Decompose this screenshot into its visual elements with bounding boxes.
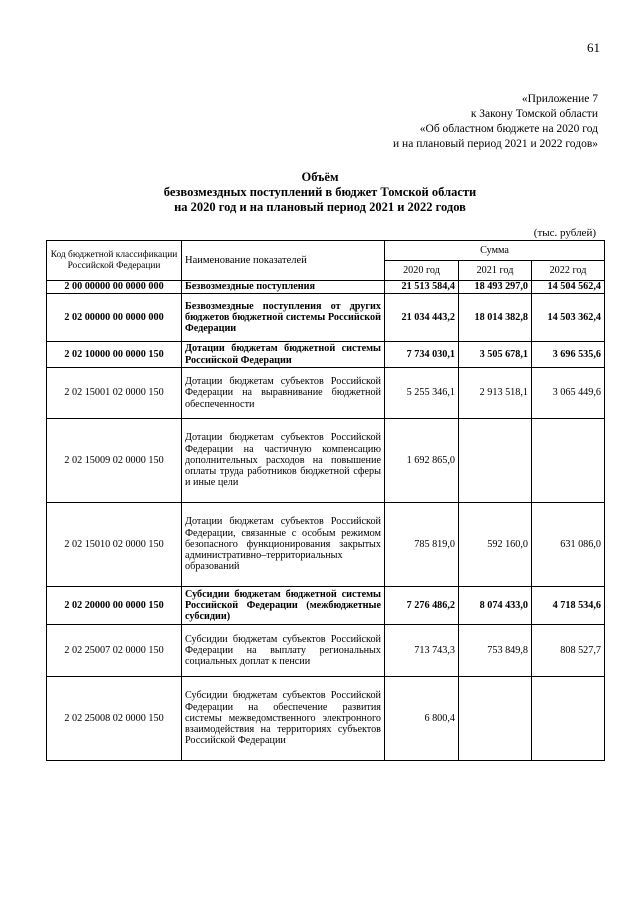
table-row: [47, 625, 605, 677]
row-name: Дотации бюджетам субъектов Российской Федерации, связанные с особым режимом безопасного функционирования закрытых административно–территориальных образований: [182, 503, 385, 587]
row-value-2022: 14 503 362,4: [532, 294, 605, 342]
appendix-line-2: к Закону Томской области: [470, 108, 598, 120]
table-row: [47, 677, 605, 761]
page-number: 61: [587, 40, 600, 55]
row-name: Дотации бюджетам бюджетной системы Российской Федерации: [182, 342, 385, 368]
row-value-2020: 1 692 865,0: [385, 419, 459, 503]
row-code: 2 02 25007 02 0000 150: [47, 625, 182, 677]
units-label: (тыс. рублей): [533, 227, 596, 239]
table-row: [47, 294, 605, 342]
row-code: 2 02 25008 02 0000 150: [47, 677, 182, 761]
title-line-3: на 2020 год и на плановый период 2021 и 2022 годов: [174, 200, 466, 214]
header-sum: Сумма: [385, 241, 605, 261]
row-code: 2 02 00000 00 0000 000: [47, 294, 182, 342]
row-value-2021: 8 074 433,0: [459, 587, 532, 625]
row-value-2020: 21 513 584,4: [385, 281, 459, 294]
row-value-2022: 14 504 562,4: [532, 281, 605, 294]
row-value-2021: [459, 419, 532, 503]
row-value-2021: 592 160,0: [459, 503, 532, 587]
row-value-2022: [532, 677, 605, 761]
row-value-2020: 5 255 346,1: [385, 368, 459, 419]
row-value-2022: 808 527,7: [532, 625, 605, 677]
row-value-2021: 18 014 382,8: [459, 294, 532, 342]
row-value-2020: 7 276 486,2: [385, 587, 459, 625]
row-code: 2 02 10000 00 0000 150: [47, 342, 182, 368]
row-value-2022: [532, 419, 605, 503]
row-code: 2 00 00000 00 0000 000: [47, 281, 182, 294]
appendix-line-1: «Приложение 7: [521, 93, 598, 105]
row-name: Дотации бюджетам субъектов Российской Федерации на частичную компенсацию дополнительных расходов на повышение оплаты труда работников бюджетной сферы и иные цели: [182, 419, 385, 503]
row-value-2020: 21 034 443,2: [385, 294, 459, 342]
header-year-2022: 2022 год: [532, 261, 605, 281]
revenue-table: [46, 240, 605, 761]
row-code: 2 02 20000 00 0000 150: [47, 587, 182, 625]
table-row: [47, 587, 605, 625]
row-value-2022: 3 696 535,6: [532, 342, 605, 368]
header-year-2020: 2020 год: [385, 261, 459, 281]
row-value-2020: 7 734 030,1: [385, 342, 459, 368]
table-row: [47, 368, 605, 419]
appendix-note: [338, 92, 598, 152]
row-value-2021: 2 913 518,1: [459, 368, 532, 419]
header-code: Код бюджетной классификации Российской Федерации: [47, 241, 182, 281]
title-line-1: Объём: [301, 170, 339, 184]
row-code: 2 02 15009 02 0000 150: [47, 419, 182, 503]
row-value-2022: 3 065 449,6: [532, 368, 605, 419]
row-code: 2 02 15010 02 0000 150: [47, 503, 182, 587]
table-row: [47, 342, 605, 368]
document-title: [0, 170, 640, 215]
row-name: Субсидии бюджетам бюджетной системы Российской Федерации (межбюджетные субсидии): [182, 587, 385, 625]
table-row: [47, 419, 605, 503]
row-value-2022: 4 718 534,6: [532, 587, 605, 625]
row-value-2020: 6 800,4: [385, 677, 459, 761]
row-value-2021: 3 505 678,1: [459, 342, 532, 368]
header-year-2021: 2021 год: [459, 261, 532, 281]
row-value-2021: [459, 677, 532, 761]
row-value-2020: 785 819,0: [385, 503, 459, 587]
row-name: Дотации бюджетам субъектов Российской Федерации на выравнивание бюджетной обеспеченности: [182, 368, 385, 419]
row-name: Субсидии бюджетам субъектов Российской Федерации на обеспечение развития системы межведомственного электронного взаимодействия на территориях субъектов Российской Федерации: [182, 677, 385, 761]
row-name: Безвозмездные поступления от других бюджетов бюджетной системы Российской Федерации: [182, 294, 385, 342]
table-row: [47, 503, 605, 587]
row-name: Субсидии бюджетам субъектов Российской Федерации на выплату региональных социальных доплат к пенсии: [182, 625, 385, 677]
table-row: [47, 281, 605, 294]
row-value-2022: 631 086,0: [532, 503, 605, 587]
title-line-2: безвозмездных поступлений в бюджет Томской области: [163, 185, 477, 199]
row-code: 2 02 15001 02 0000 150: [47, 368, 182, 419]
row-value-2021: 18 493 297,0: [459, 281, 532, 294]
appendix-line-3: «Об областном бюджете на 2020 год: [419, 123, 598, 135]
appendix-line-4: и на плановый период 2021 и 2022 годов»: [393, 138, 598, 150]
row-value-2021: 753 849,8: [459, 625, 532, 677]
header-name: Наименование показателей: [182, 241, 385, 281]
row-value-2020: 713 743,3: [385, 625, 459, 677]
row-name: Безвозмездные поступления: [182, 281, 385, 294]
